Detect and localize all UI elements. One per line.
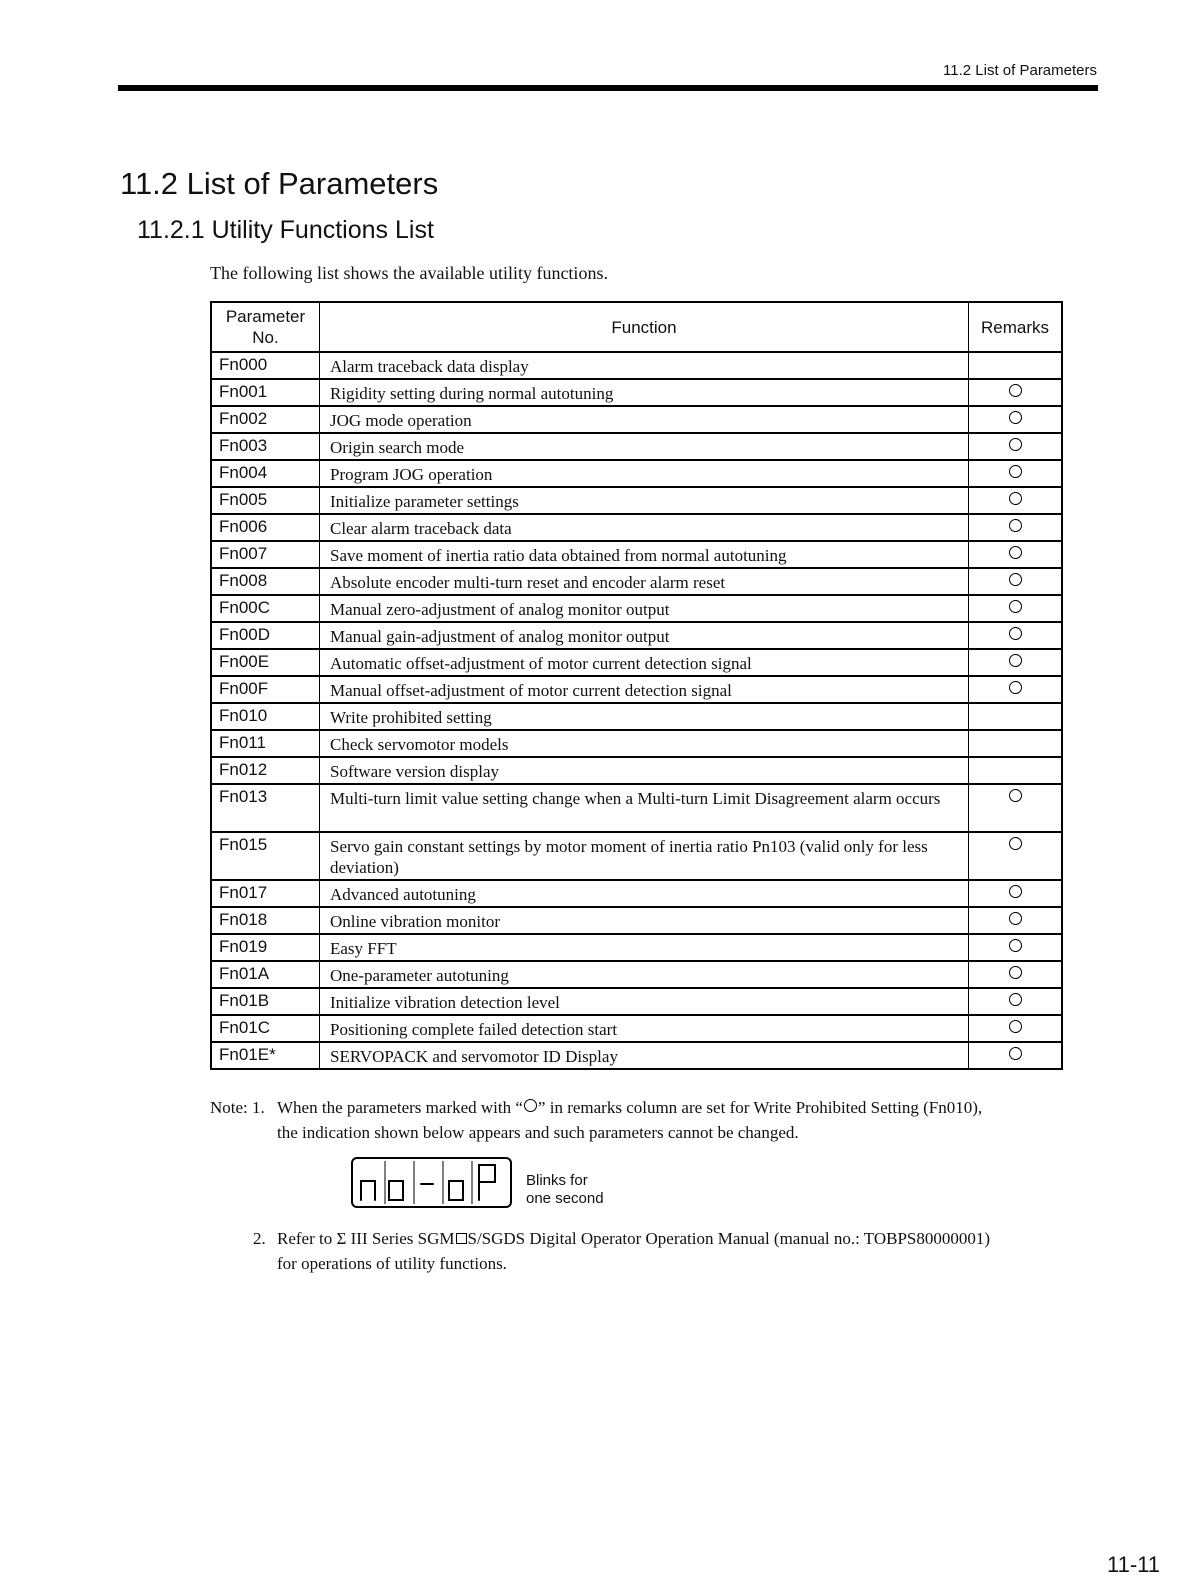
function-cell: Program JOG operation xyxy=(320,460,969,487)
note-1-text-pre: When the parameters marked with “ xyxy=(277,1098,523,1117)
circle-mark-icon xyxy=(1009,993,1022,1006)
table-row xyxy=(211,379,1062,406)
table-row xyxy=(211,514,1062,541)
circle-mark-icon xyxy=(1009,1020,1022,1033)
function-cell: Software version display xyxy=(320,757,969,784)
function-cell: Manual gain-adjustment of analog monitor output xyxy=(320,622,969,649)
function-cell: Online vibration monitor xyxy=(320,907,969,934)
table-row xyxy=(211,934,1062,961)
table-row xyxy=(211,595,1062,622)
seven-segment-digits-icon xyxy=(353,1159,510,1206)
param-no-cell: Fn006 xyxy=(211,514,320,541)
table-row xyxy=(211,352,1062,379)
remarks-cell xyxy=(969,988,1063,1015)
remarks-cell xyxy=(969,880,1063,907)
table-row xyxy=(211,1042,1062,1069)
table-row xyxy=(211,487,1062,514)
circle-mark-icon xyxy=(1009,939,1022,952)
param-no-cell: Fn01B xyxy=(211,988,320,1015)
remarks-cell xyxy=(969,784,1063,832)
running-head: 11.2 List of Parameters xyxy=(943,62,1097,79)
remarks-cell xyxy=(969,649,1063,676)
param-no-cell: Fn00F xyxy=(211,676,320,703)
remarks-cell xyxy=(969,541,1063,568)
section-title: 11.2 List of Parameters xyxy=(120,166,439,201)
param-no-cell: Fn00E xyxy=(211,649,320,676)
param-no-cell: Fn000 xyxy=(211,352,320,379)
table-row xyxy=(211,622,1062,649)
table-row xyxy=(211,460,1062,487)
param-no-cell: Fn013 xyxy=(211,784,320,832)
table-row xyxy=(211,703,1062,730)
intro-paragraph: The following list shows the available utility functions. xyxy=(210,263,608,283)
circle-mark-icon xyxy=(1009,492,1022,505)
function-cell: Manual offset-adjustment of motor current detection signal xyxy=(320,676,969,703)
circle-mark-icon xyxy=(1009,438,1022,451)
remarks-cell xyxy=(969,1015,1063,1042)
function-cell: Initialize vibration detection level xyxy=(320,988,969,1015)
table-row xyxy=(211,730,1062,757)
table-body xyxy=(211,352,1062,1069)
table-row xyxy=(211,784,1062,832)
remarks-cell xyxy=(969,676,1063,703)
remarks-cell xyxy=(969,832,1063,880)
table-row xyxy=(211,541,1062,568)
function-cell: Alarm traceback data display xyxy=(320,352,969,379)
remarks-cell xyxy=(969,934,1063,961)
table-row xyxy=(211,832,1062,880)
note-1-text-post: ” in remarks column are set for Write Prohibited Setting (Fn010), the indication shown below appears and such parameters cannot be changed. xyxy=(277,1098,983,1142)
remarks-cell xyxy=(969,352,1063,379)
table-row xyxy=(211,907,1062,934)
circle-mark-icon xyxy=(1009,546,1022,559)
param-no-cell: Fn019 xyxy=(211,934,320,961)
page-number: 11-11 xyxy=(1106,1552,1160,1577)
param-no-cell: Fn015 xyxy=(211,832,320,880)
remarks-cell xyxy=(969,406,1063,433)
header-param-line1: Parameter xyxy=(225,307,306,326)
table-row xyxy=(211,880,1062,907)
square-placeholder-icon xyxy=(456,1233,467,1244)
param-no-cell: Fn003 xyxy=(211,433,320,460)
function-cell: Initialize parameter settings xyxy=(320,487,969,514)
param-no-cell: Fn007 xyxy=(211,541,320,568)
function-cell: One-parameter autotuning xyxy=(320,961,969,988)
note-1-label: Note: 1. xyxy=(210,1098,265,1117)
param-no-cell: Fn00D xyxy=(211,622,320,649)
seven-segment-display xyxy=(351,1157,512,1208)
function-cell: Save moment of inertia ratio data obtained from normal autotuning xyxy=(320,541,969,568)
circle-mark-icon xyxy=(1009,681,1022,694)
remarks-cell xyxy=(969,460,1063,487)
function-cell: Easy FFT xyxy=(320,934,969,961)
param-no-cell: Fn002 xyxy=(211,406,320,433)
circle-mark-icon xyxy=(1009,885,1022,898)
param-no-cell: Fn00C xyxy=(211,595,320,622)
circle-mark-icon xyxy=(1009,789,1022,802)
function-cell: JOG mode operation xyxy=(320,406,969,433)
function-cell: Rigidity setting during normal autotuning xyxy=(320,379,969,406)
param-no-cell: Fn008 xyxy=(211,568,320,595)
function-cell: Advanced autotuning xyxy=(320,880,969,907)
circle-mark-icon xyxy=(1009,966,1022,979)
blink-line-2: one second xyxy=(526,1190,604,1207)
param-no-cell: Fn011 xyxy=(211,730,320,757)
circle-mark-icon xyxy=(1009,411,1022,424)
header-remarks: Remarks xyxy=(969,302,1063,352)
function-cell: Servo gain constant settings by motor moment of inertia ratio Pn103 (valid only for less deviation) xyxy=(320,832,969,880)
param-no-cell: Fn004 xyxy=(211,460,320,487)
param-no-cell: Fn018 xyxy=(211,907,320,934)
param-no-cell: Fn01A xyxy=(211,961,320,988)
circle-mark-icon xyxy=(1009,573,1022,586)
remarks-cell xyxy=(969,487,1063,514)
note-2-text xyxy=(277,1226,997,1276)
remarks-cell xyxy=(969,622,1063,649)
remarks-cell xyxy=(969,379,1063,406)
blink-line-1: Blinks for xyxy=(526,1172,588,1189)
blink-caption xyxy=(526,1172,604,1208)
remarks-cell xyxy=(969,730,1063,757)
remarks-cell xyxy=(969,703,1063,730)
remarks-cell xyxy=(969,433,1063,460)
function-cell: Write prohibited setting xyxy=(320,703,969,730)
table-row xyxy=(211,568,1062,595)
remarks-cell xyxy=(969,757,1063,784)
header-rule xyxy=(118,85,1098,91)
function-cell: Origin search mode xyxy=(320,433,969,460)
circle-mark-icon xyxy=(1009,1047,1022,1060)
circle-mark-icon xyxy=(1009,627,1022,640)
utility-functions-table xyxy=(210,301,1063,1070)
header-function: Function xyxy=(320,302,969,352)
function-cell: Clear alarm traceback data xyxy=(320,514,969,541)
table-row xyxy=(211,676,1062,703)
circle-mark-icon xyxy=(1009,912,1022,925)
function-cell: Multi-turn limit value setting change when a Multi-turn Limit Disagreement alarm occurs xyxy=(320,784,969,832)
note-2-label: 2. xyxy=(253,1229,266,1248)
param-no-cell: Fn012 xyxy=(211,757,320,784)
header-parameter-no xyxy=(211,302,320,352)
table-row xyxy=(211,988,1062,1015)
table-row xyxy=(211,433,1062,460)
remarks-cell xyxy=(969,907,1063,934)
remarks-cell xyxy=(969,568,1063,595)
table-row xyxy=(211,406,1062,433)
circle-mark-icon xyxy=(1009,465,1022,478)
param-no-cell: Fn01E* xyxy=(211,1042,320,1069)
table-header-row xyxy=(211,302,1062,352)
circle-mark-icon xyxy=(1009,837,1022,850)
function-cell: SERVOPACK and servomotor ID Display xyxy=(320,1042,969,1069)
subsection-title: 11.2.1 Utility Functions List xyxy=(137,216,434,244)
remarks-cell xyxy=(969,961,1063,988)
function-cell: Check servomotor models xyxy=(320,730,969,757)
table-row xyxy=(211,1015,1062,1042)
remarks-cell xyxy=(969,1042,1063,1069)
note-2-text-post: S/SGDS Digital Operator Operation Manual (manual no.: TOBPS80000001) for operations of utility functions. xyxy=(277,1229,991,1273)
circle-mark-icon xyxy=(1009,384,1022,397)
param-no-cell: Fn010 xyxy=(211,703,320,730)
circle-mark-icon xyxy=(1009,519,1022,532)
circle-mark-icon xyxy=(1009,600,1022,613)
function-cell: Manual zero-adjustment of analog monitor output xyxy=(320,595,969,622)
note-1-text xyxy=(277,1095,997,1145)
param-no-cell: Fn001 xyxy=(211,379,320,406)
table-row xyxy=(211,649,1062,676)
remarks-cell xyxy=(969,595,1063,622)
header-param-line2: No. xyxy=(252,328,279,347)
circle-mark-icon xyxy=(524,1099,537,1112)
function-cell: Positioning complete failed detection start xyxy=(320,1015,969,1042)
function-cell: Absolute encoder multi-turn reset and encoder alarm reset xyxy=(320,568,969,595)
note-2-text-pre: Refer to Σ III Series SGM xyxy=(277,1229,455,1248)
param-no-cell: Fn01C xyxy=(211,1015,320,1042)
circle-mark-icon xyxy=(1009,654,1022,667)
param-no-cell: Fn005 xyxy=(211,487,320,514)
table-row xyxy=(211,757,1062,784)
table-row xyxy=(211,961,1062,988)
remarks-cell xyxy=(969,514,1063,541)
function-cell: Automatic offset-adjustment of motor current detection signal xyxy=(320,649,969,676)
param-no-cell: Fn017 xyxy=(211,880,320,907)
